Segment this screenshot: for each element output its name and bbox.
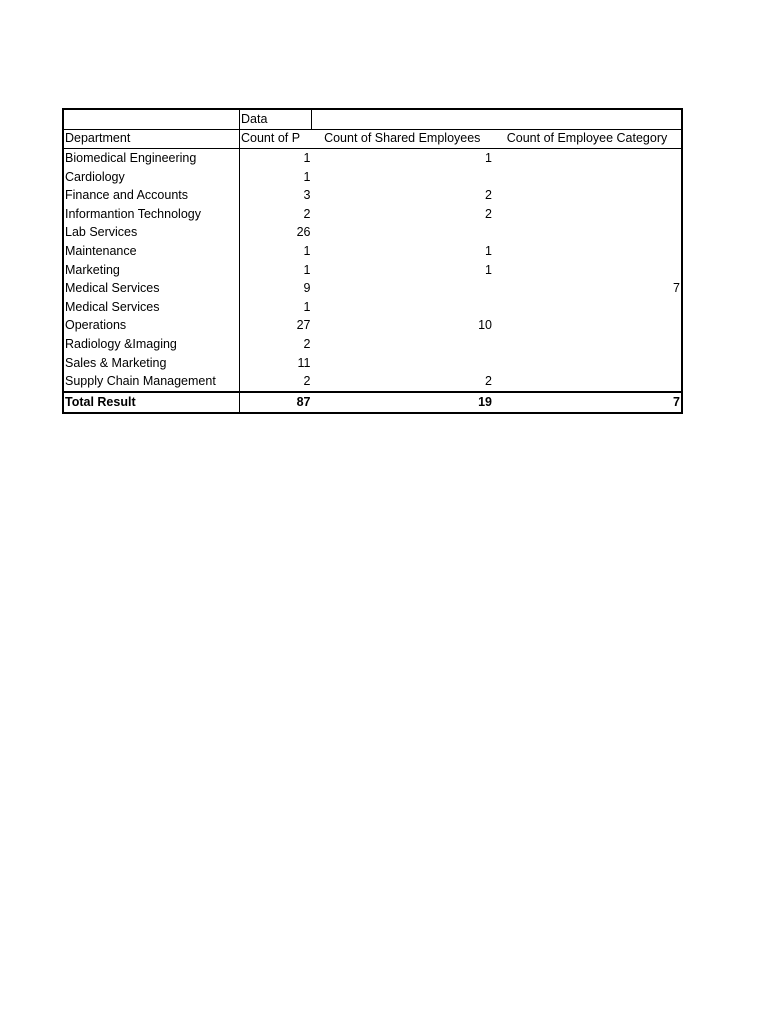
department-cell: Medical Services — [63, 298, 240, 317]
table-row — [63, 168, 682, 187]
count-category-cell — [493, 149, 682, 168]
table-row — [63, 335, 682, 354]
count-category-cell — [493, 242, 682, 261]
department-cell: Lab Services — [63, 224, 240, 243]
department-cell: Marketing — [63, 261, 240, 280]
pivot-corner-cell — [63, 109, 240, 129]
department-cell: Supply Chain Management — [63, 372, 240, 392]
table-row — [63, 298, 682, 317]
pivot-table — [62, 108, 683, 414]
count-category-cell — [493, 205, 682, 224]
table-row — [63, 224, 682, 243]
table-row — [63, 354, 682, 373]
data-header-spacer — [312, 109, 494, 129]
count-shared-cell — [312, 335, 494, 354]
count-category-cell — [493, 317, 682, 336]
count-p-cell: 1 — [303, 299, 311, 314]
count-p-cell: 27 — [296, 318, 311, 333]
count-p-cell: 26 — [296, 225, 311, 240]
table-row — [63, 261, 682, 280]
department-cell: Radiology &Imaging — [63, 335, 240, 354]
department-cell: Sales & Marketing — [63, 354, 240, 373]
count-shared-cell: 2 — [485, 206, 492, 221]
count-category-cell — [493, 186, 682, 205]
department-cell: Finance and Accounts — [63, 186, 240, 205]
column-header-count-shared: Count of Shared Employees — [312, 129, 494, 149]
department-cell: Informantion Technology — [63, 205, 240, 224]
count-shared-cell — [312, 298, 494, 317]
count-category-cell — [493, 261, 682, 280]
count-p-cell: 2 — [303, 206, 311, 221]
count-p-cell: 1 — [303, 243, 311, 258]
pivot-data-header-row — [63, 109, 682, 129]
count-shared-cell: 1 — [485, 262, 492, 277]
count-category-cell — [493, 335, 682, 354]
total-label: Total Result — [63, 392, 240, 413]
count-shared-cell — [312, 224, 494, 243]
department-cell: Operations — [63, 317, 240, 336]
count-shared-cell: 2 — [485, 374, 492, 389]
pivot-column-header-row — [63, 129, 682, 149]
column-header-department: Department — [63, 129, 240, 149]
count-shared-cell: 2 — [485, 188, 492, 203]
count-p-cell: 2 — [303, 336, 311, 351]
department-cell: Medical Services — [63, 279, 240, 298]
total-row — [63, 392, 682, 413]
department-cell: Biomedical Engineering — [63, 149, 240, 168]
count-p-cell: 3 — [303, 188, 311, 203]
table-row — [63, 186, 682, 205]
table-row — [63, 317, 682, 336]
count-shared-cell — [312, 354, 494, 373]
table-row — [63, 372, 682, 392]
table-row — [63, 149, 682, 168]
column-header-count-p: Count of P — [240, 129, 312, 149]
total-count-p: 87 — [240, 392, 312, 413]
count-p-cell: 11 — [297, 355, 311, 370]
total-count-category: 7 — [493, 392, 682, 413]
count-shared-cell: 10 — [478, 318, 492, 333]
count-p-cell: 2 — [303, 374, 311, 389]
count-category-cell — [493, 354, 682, 373]
data-header-spacer — [493, 109, 682, 129]
table-row — [63, 279, 682, 298]
count-shared-cell — [312, 168, 494, 187]
table-row — [63, 205, 682, 224]
count-shared-cell — [312, 279, 494, 298]
count-category-cell — [493, 224, 682, 243]
column-header-count-category: Count of Employee Category — [493, 129, 682, 149]
count-shared-cell: 1 — [485, 150, 492, 165]
count-category-cell — [493, 168, 682, 187]
count-p-cell: 1 — [303, 169, 311, 184]
count-p-cell: 9 — [303, 281, 311, 296]
data-header-label: Data — [240, 109, 312, 129]
count-category-cell — [493, 298, 682, 317]
count-category-cell — [493, 372, 682, 392]
total-count-shared: 19 — [312, 392, 494, 413]
count-category-cell: 7 — [493, 279, 682, 298]
count-p-cell: 1 — [303, 262, 311, 277]
count-p-cell: 1 — [303, 150, 311, 165]
table-row — [63, 242, 682, 261]
department-cell: Maintenance — [63, 242, 240, 261]
count-shared-cell: 1 — [485, 243, 492, 258]
department-cell: Cardiology — [63, 168, 240, 187]
